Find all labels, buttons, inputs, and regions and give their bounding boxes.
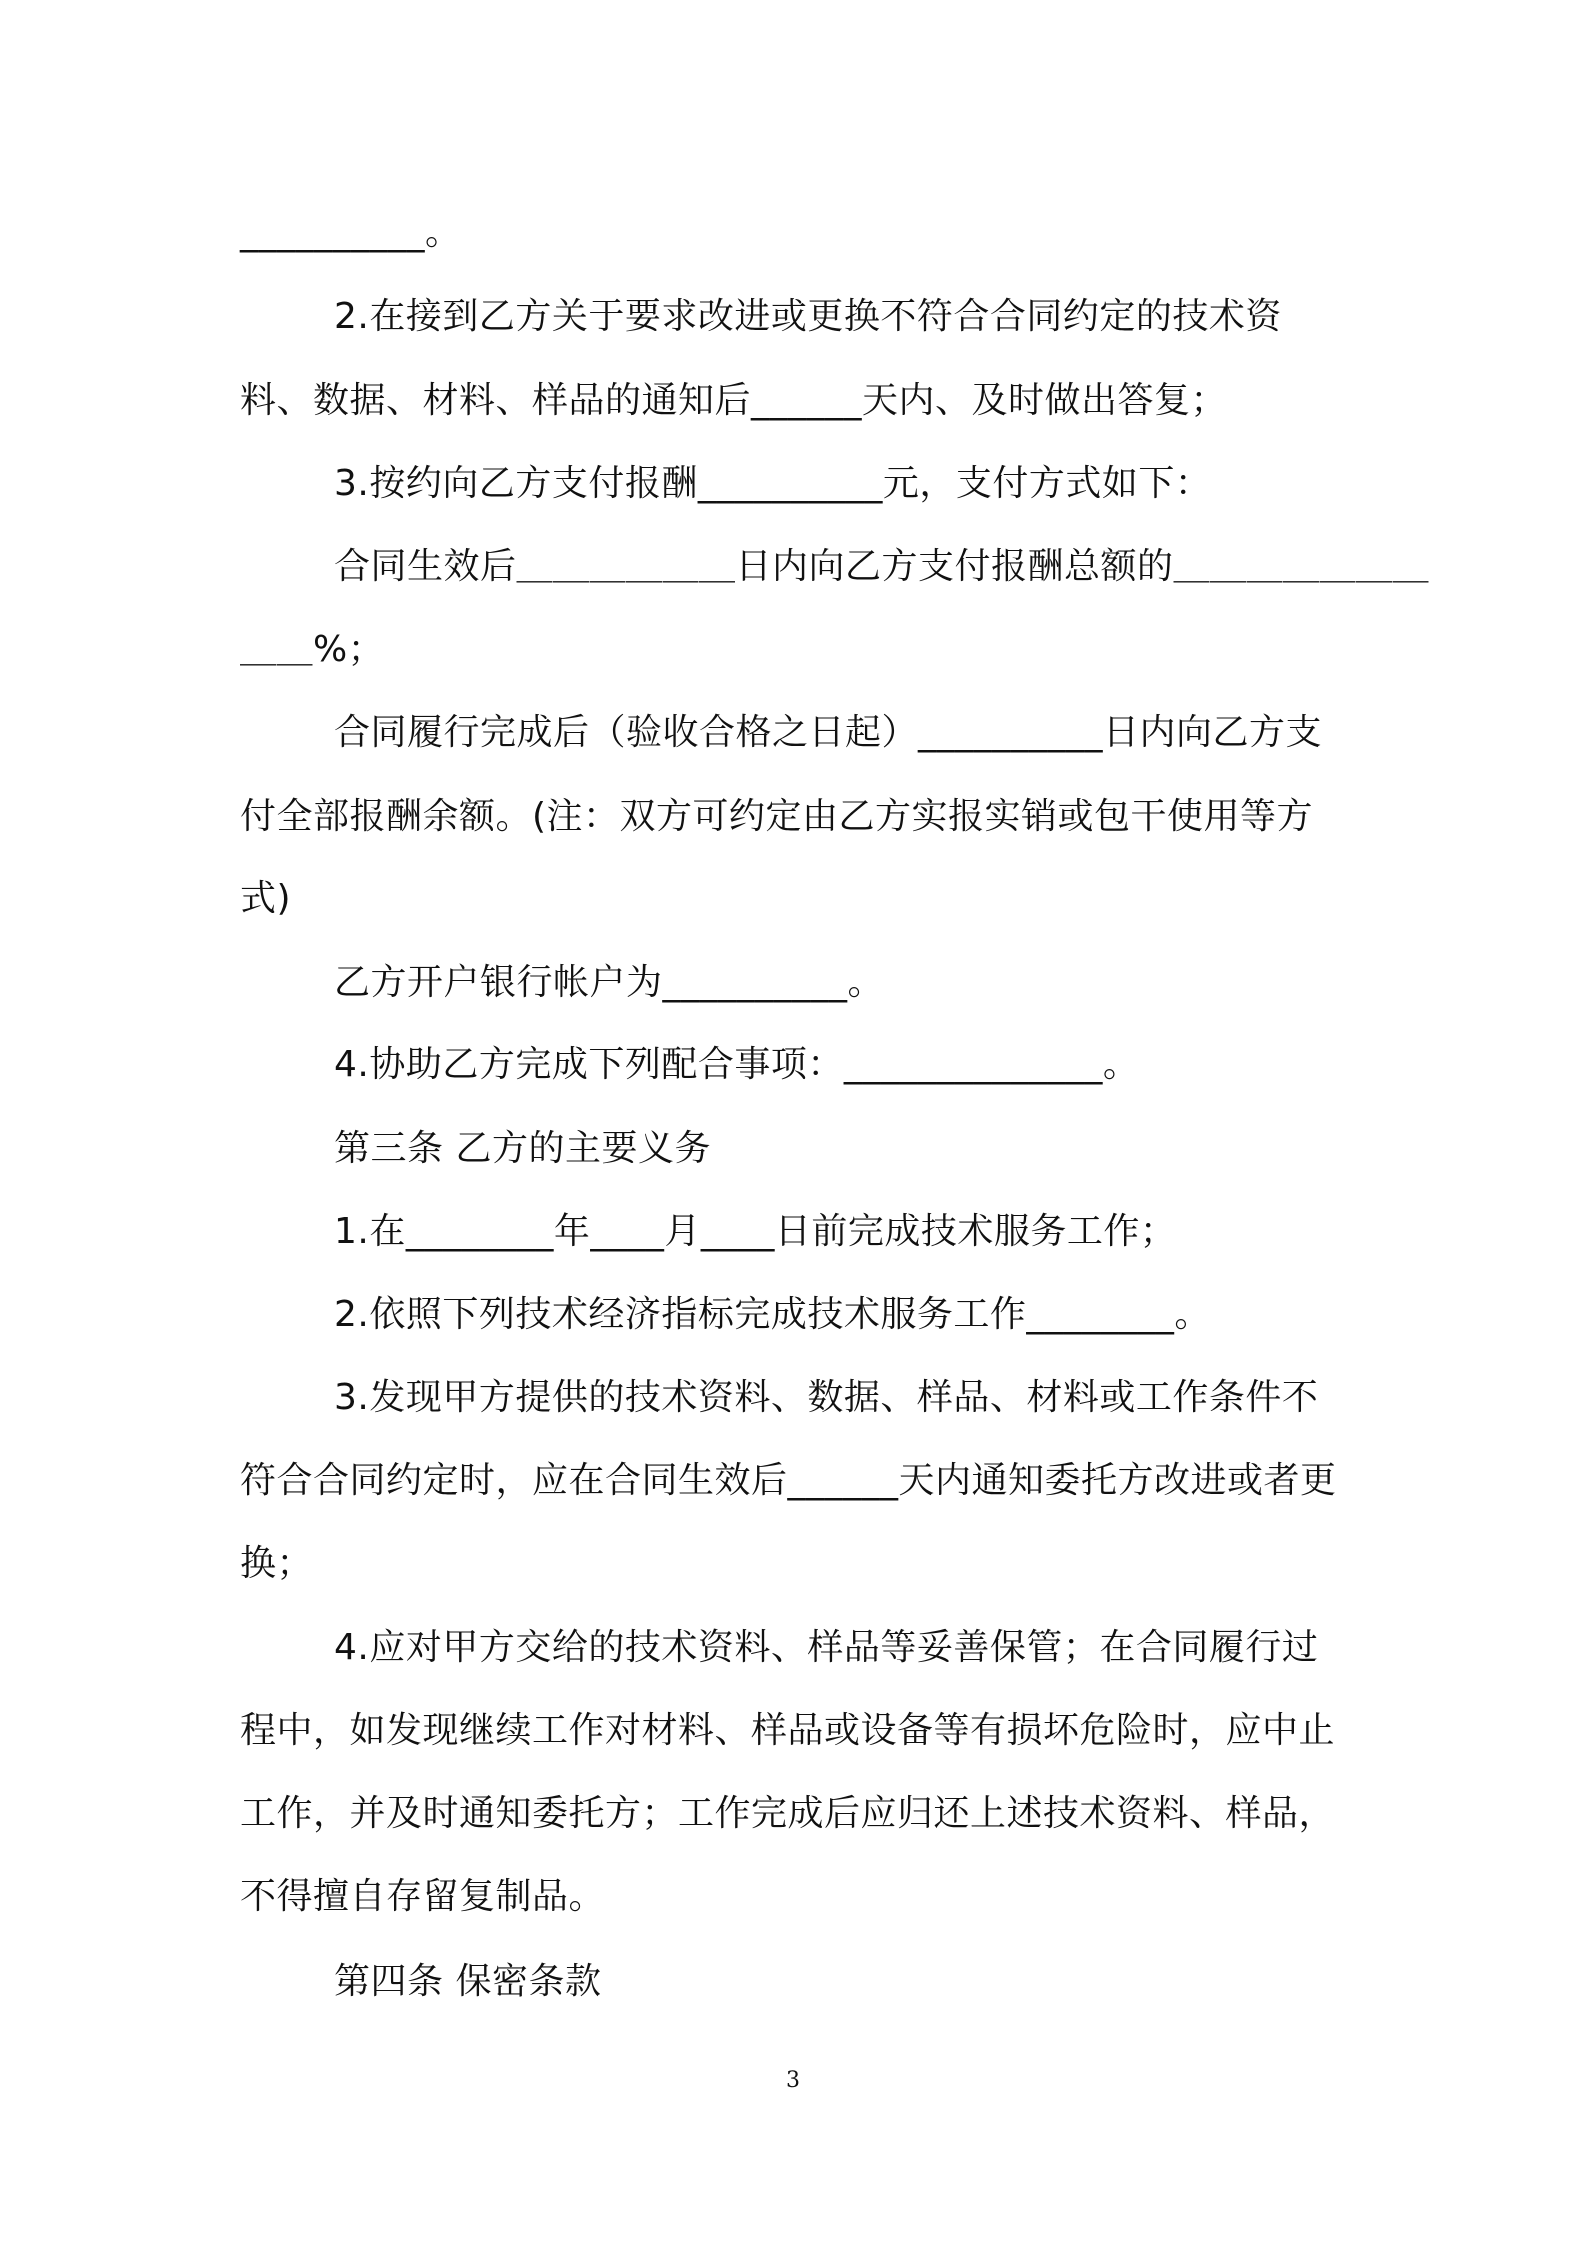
text-line: 2.在接到乙方关于要求改进或更换不符合合同约定的技术资 — [334, 296, 1282, 337]
text-line: ＿＿%； — [240, 629, 385, 670]
text-line: 式) — [240, 878, 292, 919]
text-line: 3.发现甲方提供的技术资料、数据、样品、材料或工作条件不 — [334, 1377, 1319, 1418]
text-line: 付全部报酬余额。(注：双方可约定由乙方实报实销或包干使用等方 — [240, 796, 1314, 837]
text-line: 不得擅自存留复制品。 — [240, 1876, 606, 1917]
text-line: 乙方开户银行帐户为__________。 — [334, 962, 885, 1003]
section-heading: 第四条 保密条款 — [334, 1961, 602, 2002]
page-number: 3 — [786, 2068, 800, 2093]
text-line: 符合合同约定时，应在合同生效后______天内通知委托方改进或者更 — [240, 1460, 1337, 1501]
text-line: 3.按约向乙方支付报酬__________元，支付方式如下： — [334, 463, 1212, 504]
text-line: 工作，并及时通知委托方；工作完成后应归还上述技术资料、样品， — [240, 1793, 1336, 1834]
text-line: 4.协助乙方完成下列配合事项：______________。 — [334, 1044, 1140, 1085]
text-line: 程中，如发现继续工作对材料、样品或设备等有损坏危险时，应中止 — [240, 1710, 1336, 1751]
text-line: __________。 — [240, 212, 462, 253]
text-line: 1.在________年____月____日前完成技术服务工作； — [334, 1211, 1177, 1252]
text-line: 合同生效后＿＿＿＿＿＿日内向乙方支付报酬总额的＿＿＿＿＿＿＿ — [334, 546, 1430, 587]
text-line: 料、数据、材料、样品的通知后______天内、及时做出答复； — [240, 380, 1228, 421]
text-line: 换； — [240, 1543, 314, 1584]
text-line: 2.依照下列技术经济指标完成技术服务工作________。 — [334, 1294, 1211, 1335]
text-line: 合同履行完成后（验收合格之日起）__________日内向乙方支 — [334, 712, 1323, 753]
section-heading: 第三条 乙方的主要义务 — [334, 1128, 711, 1169]
text-line: 4.应对甲方交给的技术资料、样品等妥善保管；在合同履行过 — [334, 1627, 1319, 1668]
